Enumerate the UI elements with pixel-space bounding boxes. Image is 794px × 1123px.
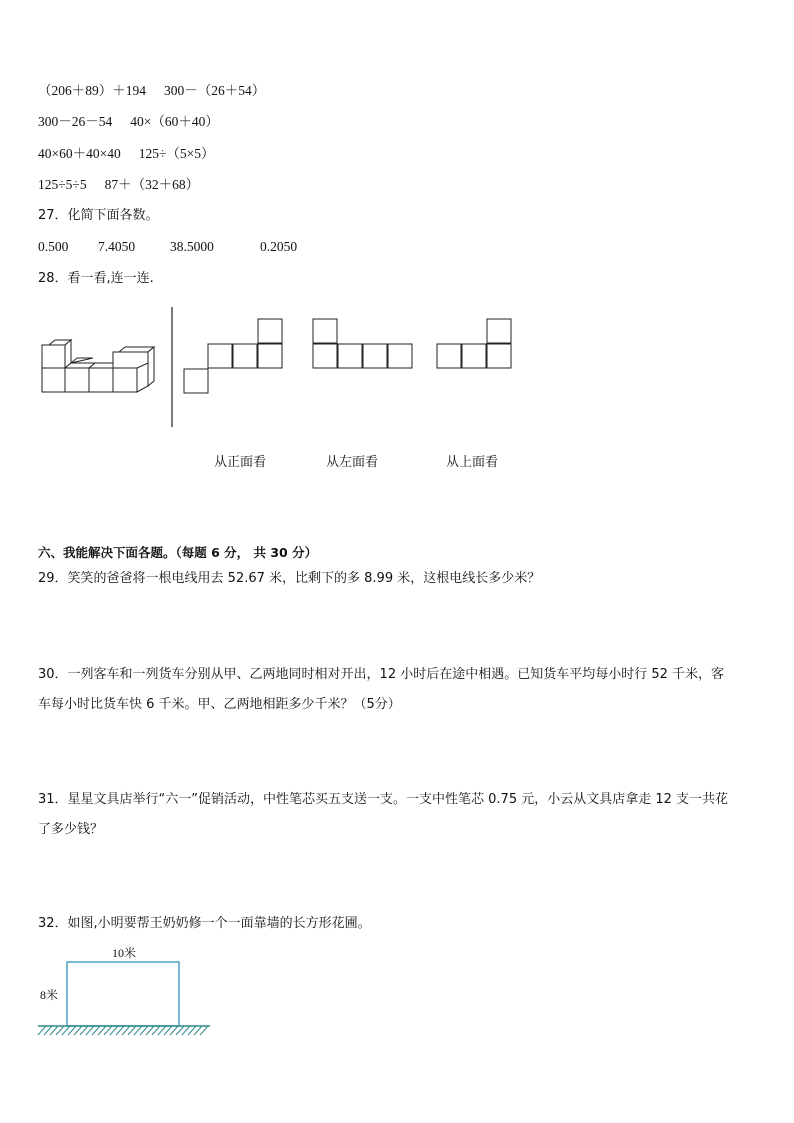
q31-line: 31．星星文具店举行“六一”促销活动，中性笔芯买五支送一支。一支中性笔芯 0.75 元，小云从文具店拿走 12 支一共花 bbox=[38, 792, 729, 807]
garden-height-label: 8米 bbox=[40, 988, 59, 1002]
q27-title: 27．化简下面各数。 bbox=[38, 208, 159, 223]
cube-assembly-figure bbox=[42, 340, 154, 392]
wall-hatch bbox=[38, 1026, 208, 1035]
expression: 40×（60＋40） bbox=[130, 114, 219, 129]
view-label-front: 从正面看 bbox=[214, 455, 267, 470]
section-heading: 六、我能解决下面各题。（每题 6 分， 共 30 分） bbox=[38, 545, 318, 560]
q32-title: 32．如图,小明要帮王奶奶修一个一面靠墙的长方形花圃。 bbox=[38, 916, 371, 931]
q29-text: 29．笑笑的爸爸将一根电线用去 52.67 米，比剩下的多 8.99 米，这根电线长多少米？ bbox=[38, 571, 541, 586]
q31-line: 了多少钱？ bbox=[38, 822, 104, 837]
view-figure-3 bbox=[437, 319, 511, 368]
expression: 87＋（32＋68） bbox=[104, 177, 200, 192]
q30-line: 30．一列客车和一列货车分别从甲、乙两地同时相对开出，12 小时后在途中相遇。已知货车平均每小时行 52 千米，客 bbox=[38, 667, 725, 682]
garden-rectangle bbox=[67, 962, 179, 1026]
view-figure-2 bbox=[313, 319, 412, 368]
garden-width-label: 10米 bbox=[112, 946, 137, 960]
number-item: 0.2050 bbox=[260, 239, 298, 254]
expression: 125÷5÷5 bbox=[38, 177, 87, 192]
number-item: 0.500 bbox=[38, 239, 69, 254]
view-label-top: 从上面看 bbox=[446, 455, 499, 470]
number-item: 7.4050 bbox=[98, 239, 136, 254]
q28-title: 28．看一看,连一连. bbox=[38, 271, 154, 286]
expression: 125÷（5×5） bbox=[138, 146, 215, 161]
expression: 40×60＋40×40 bbox=[38, 146, 121, 161]
expression: （206＋89）＋194 bbox=[38, 83, 146, 98]
q30-line: 车每小时比货车快 6 千米。甲、乙两地相距多少千米？（5分） bbox=[38, 697, 401, 712]
q30-text bbox=[38, 660, 760, 720]
q31-text bbox=[38, 785, 760, 845]
expression: 300－（26＋54） bbox=[164, 83, 266, 98]
number-item: 38.5000 bbox=[170, 239, 214, 254]
view-figure-1 bbox=[184, 319, 282, 393]
expression: 300－26－54 bbox=[38, 114, 113, 129]
view-label-left: 从左面看 bbox=[326, 455, 379, 470]
garden-figure bbox=[38, 962, 210, 1035]
